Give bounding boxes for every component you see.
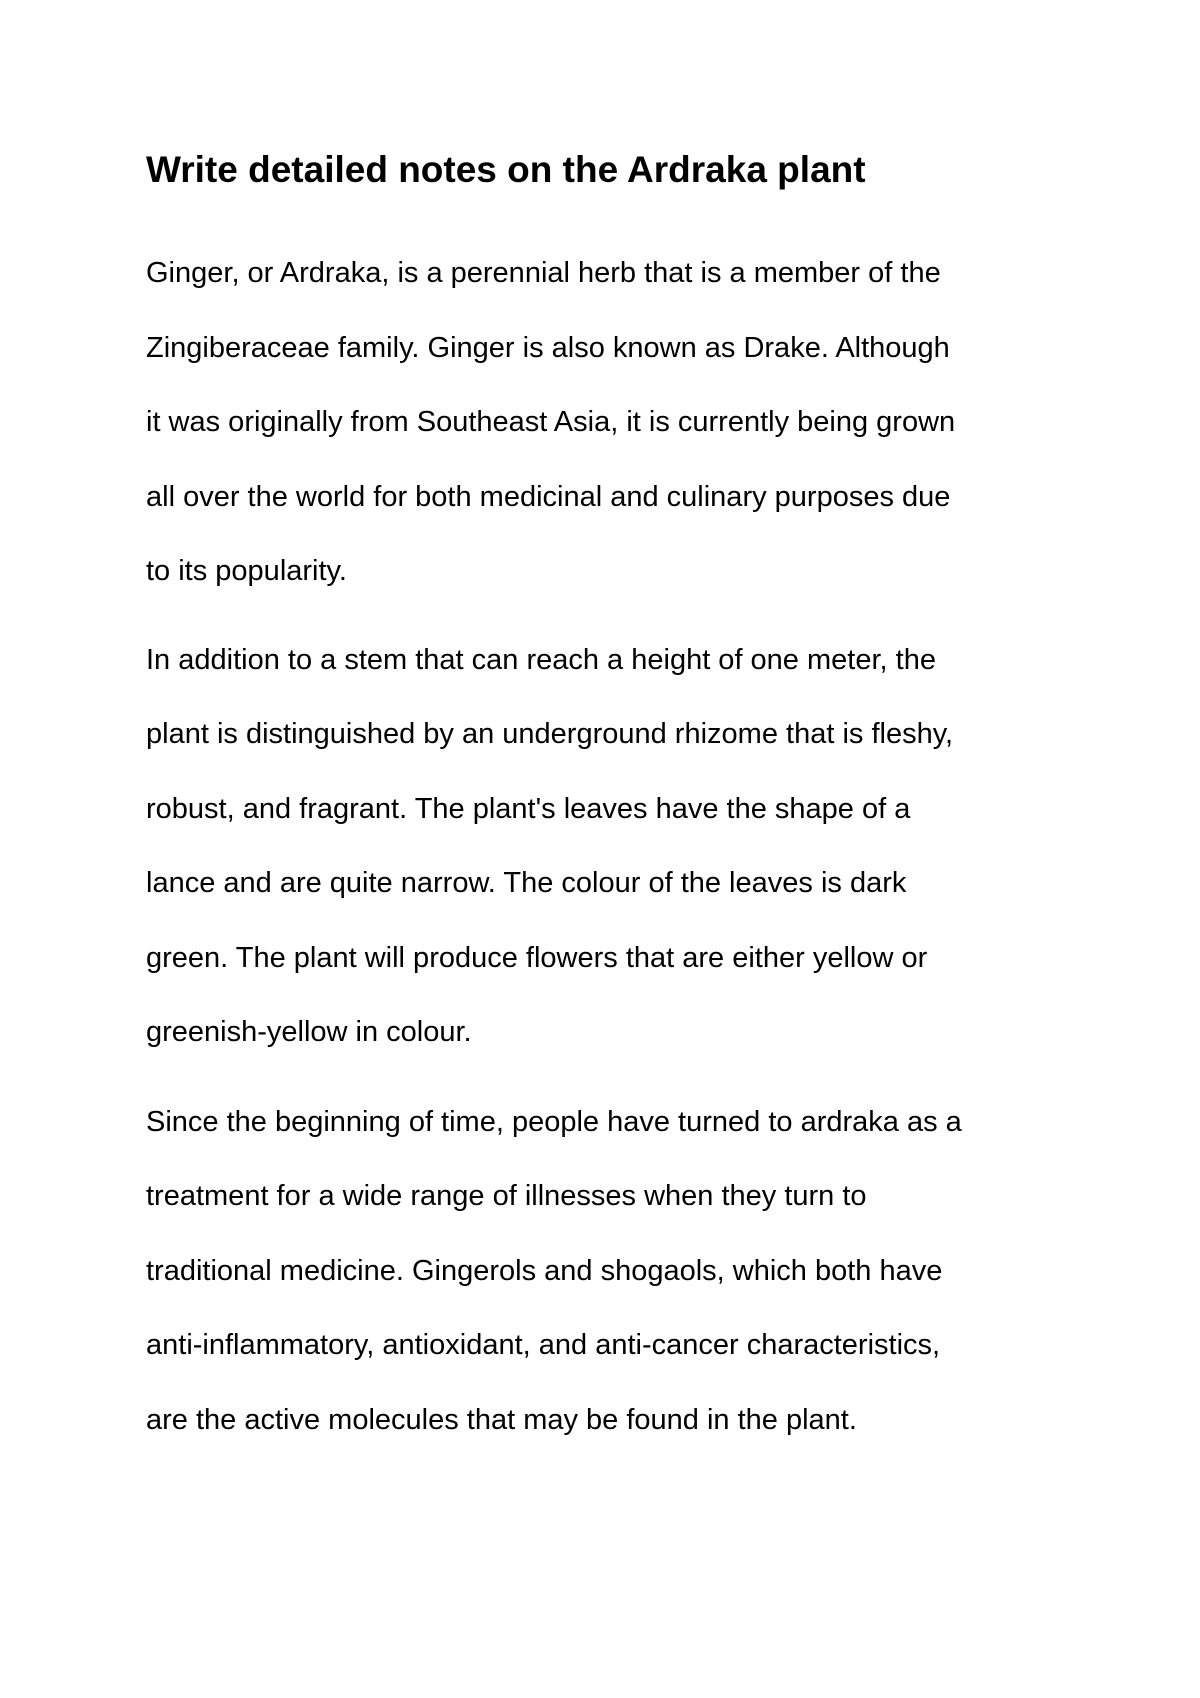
text-line: anti-inflammatory, antioxidant, and anti-cancer characteristics,: [146, 1329, 941, 1361]
text-line: lance and are quite narrow. The colour of the leaves is dark: [146, 867, 907, 899]
text-line: In addition to a stem that can reach a height of one meter, the: [146, 643, 936, 676]
text-line: Zingiberaceae family. Ginger is also known as Drake. Although: [146, 331, 950, 364]
text-line: greenish-yellow in colour.: [146, 1016, 472, 1048]
text-line: traditional medicine. Gingerols and shogaols, which both have: [146, 1254, 943, 1287]
text-line: Since the beginning of time, people have turned to ardraka as a: [146, 1105, 962, 1138]
text-line: Ginger, or Ardraka, is a perennial herb that is a member of the: [146, 257, 941, 289]
document-body: [146, 144, 1066, 1457]
text-line: robust, and fragrant. The plant's leaves have the shape of a: [146, 792, 911, 825]
paragraph-2: [146, 623, 1066, 1070]
text-line: to its popularity.: [146, 555, 347, 587]
text-line: plant is distinguished by an underground rhizome that is fleshy,: [146, 718, 954, 750]
text-line: all over the world for both medicinal and culinary purposes due: [146, 480, 951, 513]
text-line: are the active molecules that may be found in the plant.: [146, 1403, 857, 1436]
paragraph-1: [146, 236, 1066, 609]
document-title: Write detailed notes on the Ardraka plant: [146, 149, 866, 190]
text-line: treatment for a wide range of illnesses when they turn to: [146, 1180, 867, 1212]
paragraph-3: [146, 1085, 1066, 1458]
text-line: green. The plant will produce flowers that are either yellow or: [146, 941, 928, 974]
text-line: it was originally from Southeast Asia, it is currently being grown: [146, 406, 956, 438]
